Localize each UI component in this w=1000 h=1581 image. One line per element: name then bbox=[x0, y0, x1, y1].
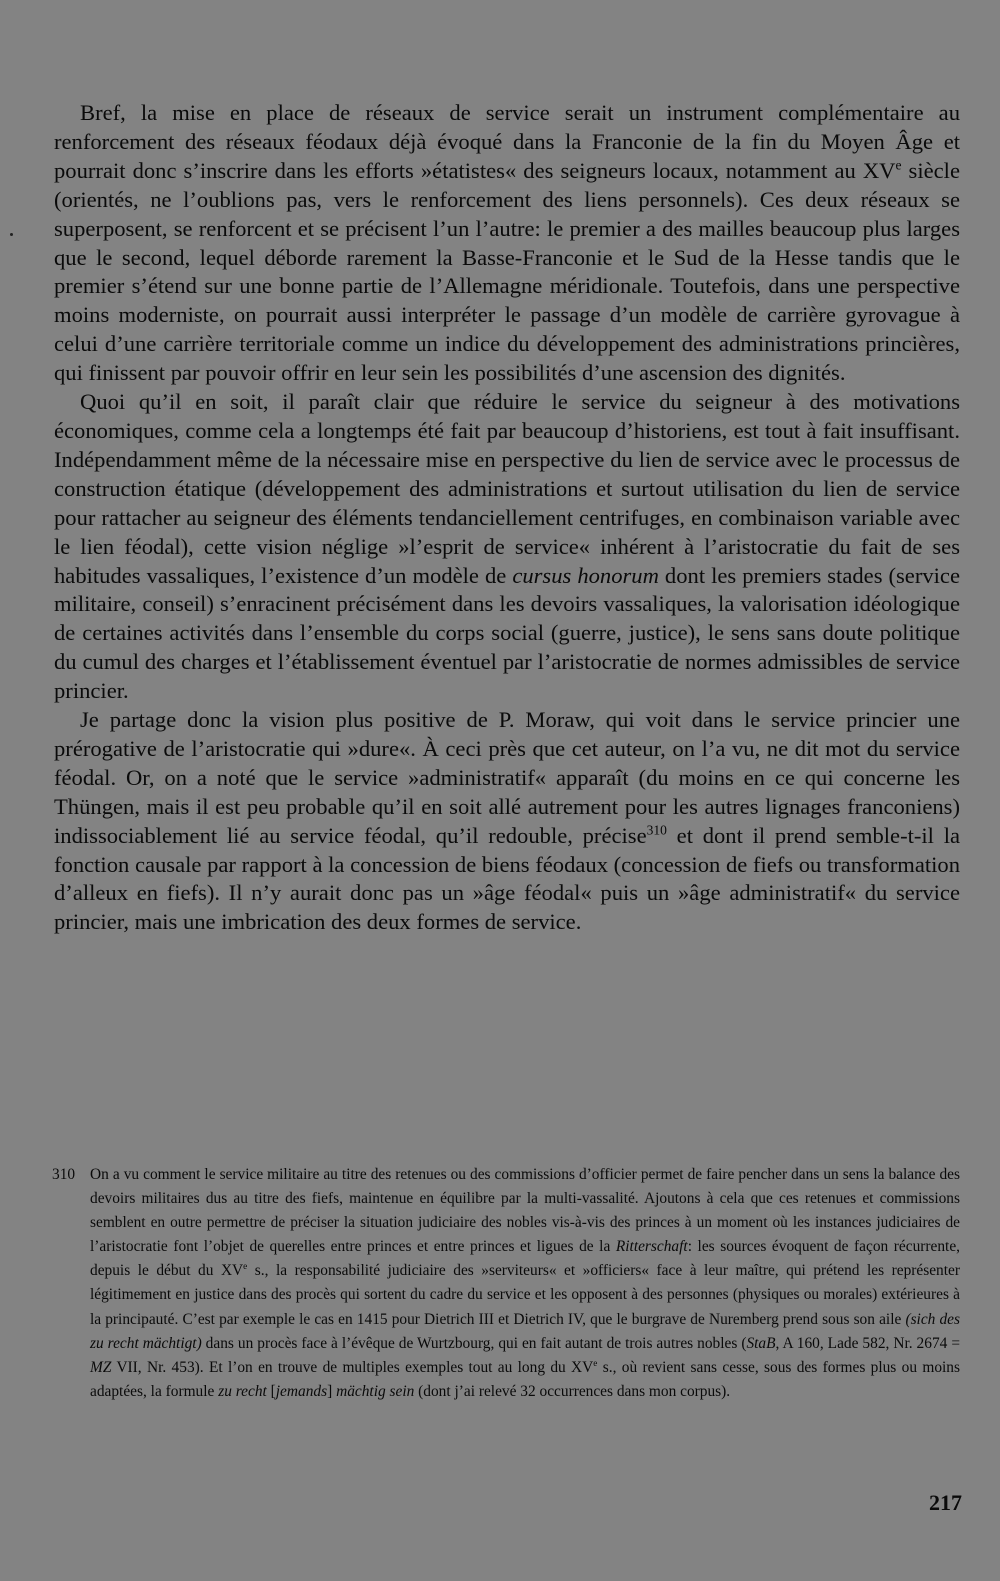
main-text bbox=[54, 99, 960, 937]
footnote-number: 310 bbox=[52, 1166, 76, 1183]
page-number: 217 bbox=[929, 1490, 962, 1515]
margin-speck bbox=[10, 233, 13, 236]
paragraph-1: Bref, la mise en place de réseaux de service serait un instrument complémentaire au renforcement des réseaux féodaux déjà évoqué dans la Franconie de la fin du Moyen Âge et pourrait donc s’inscrire dans les efforts »étatistes« des seigneurs locaux, notamment au XVe siècle (orientés, ne l’oublions pas, vers le renforcement des liens personnels). Ces deux réseaux se superposent, se renforcent et se précisent l’un l’autre: le premier a des mailles beaucoup plus larges que le second, lequel déborde rarement la Basse-Franconie et le Sud de la Hesse tandis que le premier s’étend sur une bonne partie de l’Allemagne méridionale. Toutefois, dans une perspective moins moderniste, on pourrait aussi interpréter le passage d’un modèle de carrière gyrovague à celui d’une carrière territoriale comme un indice du développement des administrations princières, qui finissent par pouvoir offrir en leur sein les possibilités d’une ascension des dignités. bbox=[54, 100, 960, 386]
footnote-text: On a vu comment le service militaire au titre des retenues ou des commissions d’officier permet de faire pencher dans un sens la balance des devoirs militaires dus au titre des fiefs, maintenue en équilibre par la multi-vassalité. Ajoutons à cela que ces retenues et commissions semblent en outre permettre de préciser la situation judiciaire des nobles vis-à-vis des princes à un moment où les instances judiciaires de l’aristocratie font l’objet de querelles entre princes et entre princes et ligues de la Ritterschaft: les sources évoquent de façon récurrente, depuis le début du XVe s., la responsabilité judiciaire des »serviteurs« et »officiers« face à leur maître, qui prétend les représenter légitimement en justice dans des procès qui sortent du cadre du service et les opposent à des personnes (physiques ou morales) extérieures à la principauté. C’est par exemple le cas en 1415 pour Dietrich III et Dietrich IV, que le burgrave de Nuremberg prend sous son aile (sich des zu recht mächtigt) dans un procès face à l’évêque de Wurtzbourg, qui en fait autant de trois autres nobles (StaB, A 160, Lade 582, Nr. 2674 = MZ VII, Nr. 453). Et l’on en trouve de multiples exemples tout au long du XVe s., où revient sans cesse, sous des formes plus ou moins adaptées, la formule zu recht [jemands] mächtig sein (dont j’ai relevé 32 occurrences dans mon corpus). bbox=[90, 1166, 961, 1400]
footnote-310 bbox=[52, 1163, 960, 1404]
paragraph-3: Je partage donc la vision plus positive de P. Moraw, qui voit dans le service princier une prérogative de l’aristocratie qui »dure«. À ceci près que cet auteur, on l’a vu, ne dit mot du service féodal. Or, on a noté que le service »administratif« apparaît (du moins en ce qui concerne les Thüngen, mais il est peu probable qu’il en soit allé autrement pour les autres lignages franconiens) indissociablement lié au service féodal, qu’il redouble, précise$^{310}$ et dont il prend semble-t-il la fonction causale par rapport à la concession de biens féodaux (concession de fiefs ou transformation d’alleux en fiefs). Il n’y aurait donc pas un »âge féodal« puis un »âge administratif« du service princier, mais une imbrication des deux formes de service. bbox=[54, 707, 960, 935]
paragraph-2: Quoi qu’il en soit, il paraît clair que réduire le service du seigneur à des motivations économiques, comme cela a longtemps été fait par beaucoup d’historiens, est tout à fait insuffisant. Indépendamment même de la nécessaire mise en perspective du lien de service avec le processus de construction étatique (développement des administrations et surtout utilisation du lien de service pour rattacher au seigneur des éléments tendanciellement centrifuges, en combinaison variable avec le lien féodal), cette vision néglige »l’esprit de service« inhérent à l’aristocratie du fait de ses habitudes vassaliques, l’existence d’un modèle de cursus honorum dont les premiers stades (service militaire, conseil) s’enracinent précisément dans les devoirs vassaliques, la valorisation idéologique de certaines activités dans l’ensemble du corps social (guerre, justice), le sens sans doute politique du cumul des charges et l’établissement éventuel par l’aristocratie de normes admissibles de service princier. bbox=[54, 389, 960, 704]
